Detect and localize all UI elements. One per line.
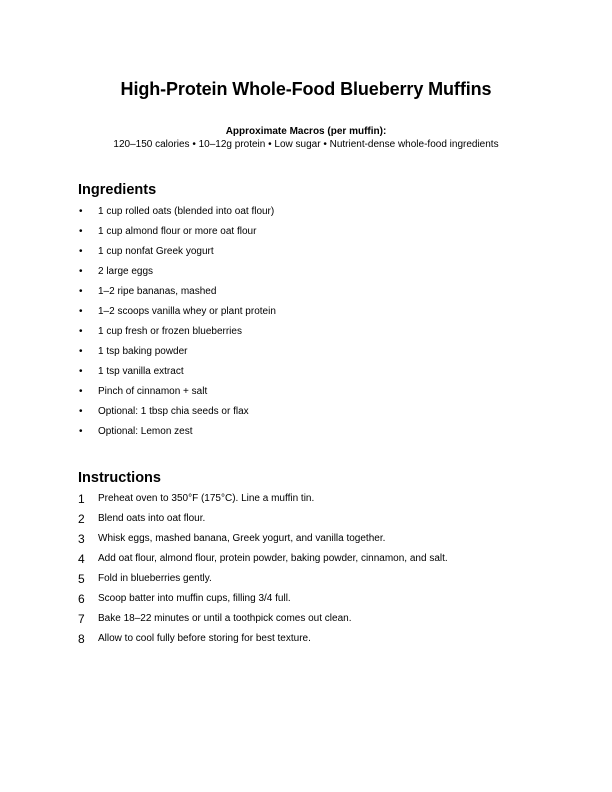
step-number: 5 (78, 572, 85, 586)
ingredients-heading: Ingredients (78, 182, 157, 198)
step-number: 3 (78, 532, 85, 546)
bullet-marker: • (79, 426, 83, 437)
step-text: Fold in blueberries gently. (98, 573, 212, 584)
step-text: Preheat oven to 350°F (175°C). Line a muffin tin. (98, 493, 315, 504)
step-text: Scoop batter into muffin cups, filling 3/4 full. (98, 593, 291, 604)
ingredient-text: 1 tsp baking powder (98, 346, 188, 357)
instructions-heading: Instructions (78, 470, 161, 486)
macros-summary: 120–150 calories • 10–12g protein • Low sugar • Nutrient-dense whole-food ingredients (113, 139, 499, 150)
step-text: Allow to cool fully before storing for best texture. (98, 633, 311, 644)
ingredient-text: 2 large eggs (98, 266, 154, 277)
bullet-marker: • (79, 266, 83, 277)
step-number: 4 (78, 552, 85, 566)
ingredient-text: 1–2 scoops vanilla whey or plant protein (98, 306, 276, 317)
step-text: Add oat flour, almond flour, protein powder, baking powder, cinnamon, and salt. (98, 553, 448, 564)
step-number: 8 (78, 632, 85, 646)
bullet-marker: • (79, 286, 83, 297)
step-number: 2 (78, 512, 85, 526)
ingredient-text: 1 tsp vanilla extract (98, 366, 184, 377)
ingredient-text: Pinch of cinnamon + salt (98, 386, 208, 397)
step-text: Blend oats into oat flour. (98, 513, 206, 524)
step-number: 1 (78, 492, 85, 506)
step-text: Whisk eggs, mashed banana, Greek yogurt, and vanilla together. (98, 533, 386, 544)
bullet-marker: • (79, 306, 83, 317)
bullet-marker: • (79, 386, 83, 397)
bullet-marker: • (79, 346, 83, 357)
step-text: Bake 18–22 minutes or until a toothpick comes out clean. (98, 613, 352, 624)
ingredient-text: 1 cup fresh or frozen blueberries (98, 326, 242, 337)
bullet-marker: • (79, 206, 83, 217)
ingredient-text: 1 cup rolled oats (blended into oat flour) (98, 206, 275, 217)
ingredient-text: Optional: 1 tbsp chia seeds or flax (98, 406, 249, 417)
bullet-marker: • (79, 246, 83, 257)
ingredient-text: 1 cup almond flour or more oat flour (98, 226, 257, 237)
ingredient-text: 1–2 ripe bananas, mashed (98, 286, 217, 297)
step-number: 7 (78, 612, 85, 626)
bullet-marker: • (79, 406, 83, 417)
bullet-marker: • (79, 366, 83, 377)
bullet-marker: • (79, 326, 83, 337)
bullet-marker: • (79, 226, 83, 237)
macros-label: Approximate Macros (per muffin): (225, 126, 387, 137)
ingredient-text: Optional: Lemon zest (98, 426, 193, 437)
step-number: 6 (78, 592, 85, 606)
ingredient-text: 1 cup nonfat Greek yogurt (98, 246, 214, 257)
recipe-title: High-Protein Whole-Food Blueberry Muffins (120, 79, 492, 99)
